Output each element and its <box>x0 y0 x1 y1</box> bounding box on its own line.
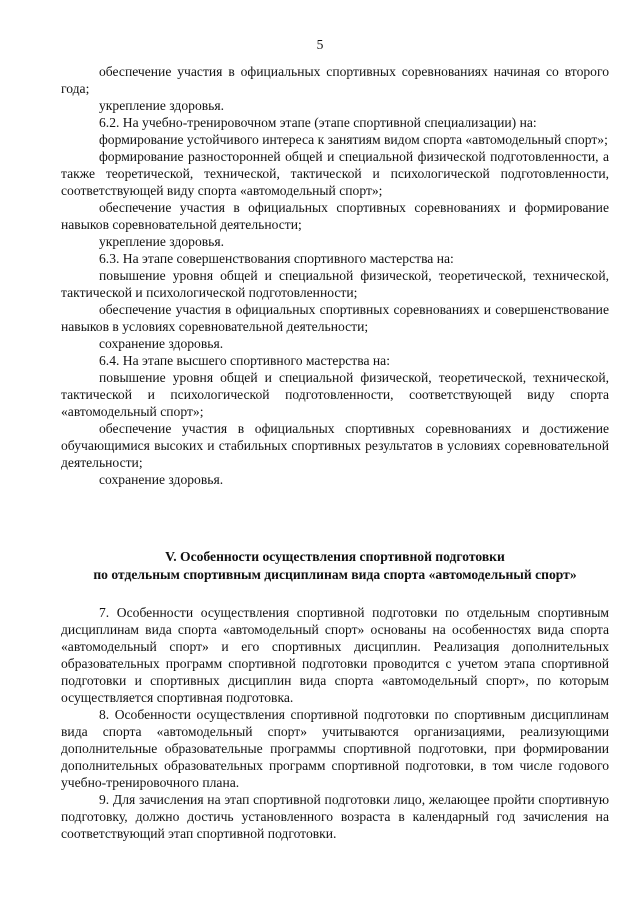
paragraph: повышение уровня общей и специальной физической, теоретической, технической, тактической и психологической подготовленности, соответствующей виду спорта «автомодельный спорт»; <box>61 370 609 419</box>
paragraph: 6.3. На этапе совершенствования спортивного мастерства на: <box>99 251 454 266</box>
paragraph: обеспечение участия в официальных спортивных соревнованиях и достижение обучающимися высоких и стабильных спортивных результатов в условиях соревновательной деятельности; <box>61 421 609 470</box>
section-heading-line2: по отдельным спортивным дисциплинам вида спорта «автомодельный спорт» <box>93 567 577 582</box>
paragraph: формирование разносторонней общей и специальной физической подготовленности, а также теоретической, технической, тактической и психологической подготовленности, соответствующей виду спорта «автомодельный спорт»; <box>61 149 609 198</box>
paragraph: 7. Особенности осуществления спортивной подготовки по отдельным спортивным дисциплинам вида спорта «автомодельный спорт» основаны на особенностях вида спорта «автомодельный спорт» и его спортивных дисциплин. Реализация дополнительных образовательных программ спортивной подготовки проводится с учетом этапа спортивной подготовки и спортивных дисциплин вида спорта «автомодельный спорт», по которым осуществляется спортивная подготовка. <box>61 605 609 705</box>
section-heading-line1: V. Особенности осуществления спортивной подготовки <box>165 549 505 564</box>
paragraph: укрепление здоровья. <box>99 98 225 113</box>
paragraph: обеспечение участия в официальных спортивных соревнованиях начиная со второго года; <box>61 64 609 96</box>
paragraph: укрепление здоровья. <box>99 234 225 249</box>
paragraph: 6.4. На этапе высшего спортивного мастерства на: <box>99 353 390 368</box>
paragraph: обеспечение участия в официальных спортивных соревнованиях и формирование навыков соревновательной деятельности; <box>61 200 609 232</box>
paragraph: повышение уровня общей и специальной физической, теоретической, технической, тактической и психологической подготовленности; <box>61 268 609 300</box>
section-6-body <box>61 63 609 488</box>
paragraph: формирование устойчивого интереса к занятиям видом спорта «автомодельный спорт»; <box>99 132 608 147</box>
paragraph: 8. Особенности осуществления спортивной подготовки по спортивным дисциплинам вида спорта «автомодельный спорт» учитываются организациями, реализующими дополнительные образовательные программы спортивной подготовки, при формировании дополнительных образовательных программ спортивной подготовки, в том числе годового учебно-тренировочного плана. <box>61 707 609 790</box>
page-number: 5 <box>316 37 324 52</box>
paragraph: обеспечение участия в официальных спортивных соревнованиях и совершенствование навыков в условиях соревновательной деятельности; <box>61 302 609 334</box>
paragraph: сохранение здоровья. <box>99 336 224 351</box>
section-v-body <box>61 604 609 842</box>
section-heading <box>61 548 609 584</box>
paragraph: 6.2. На учебно-тренировочном этапе (этапе спортивной специализации) на: <box>99 115 537 130</box>
paragraph: 9. Для зачисления на этап спортивной подготовки лицо, желающее пройти спортивную подготовку, должно достичь установленного возраста в календарный год зачисления на соответствующий этап спортивной подготовки. <box>61 792 609 841</box>
paragraph: сохранение здоровья. <box>99 472 224 487</box>
